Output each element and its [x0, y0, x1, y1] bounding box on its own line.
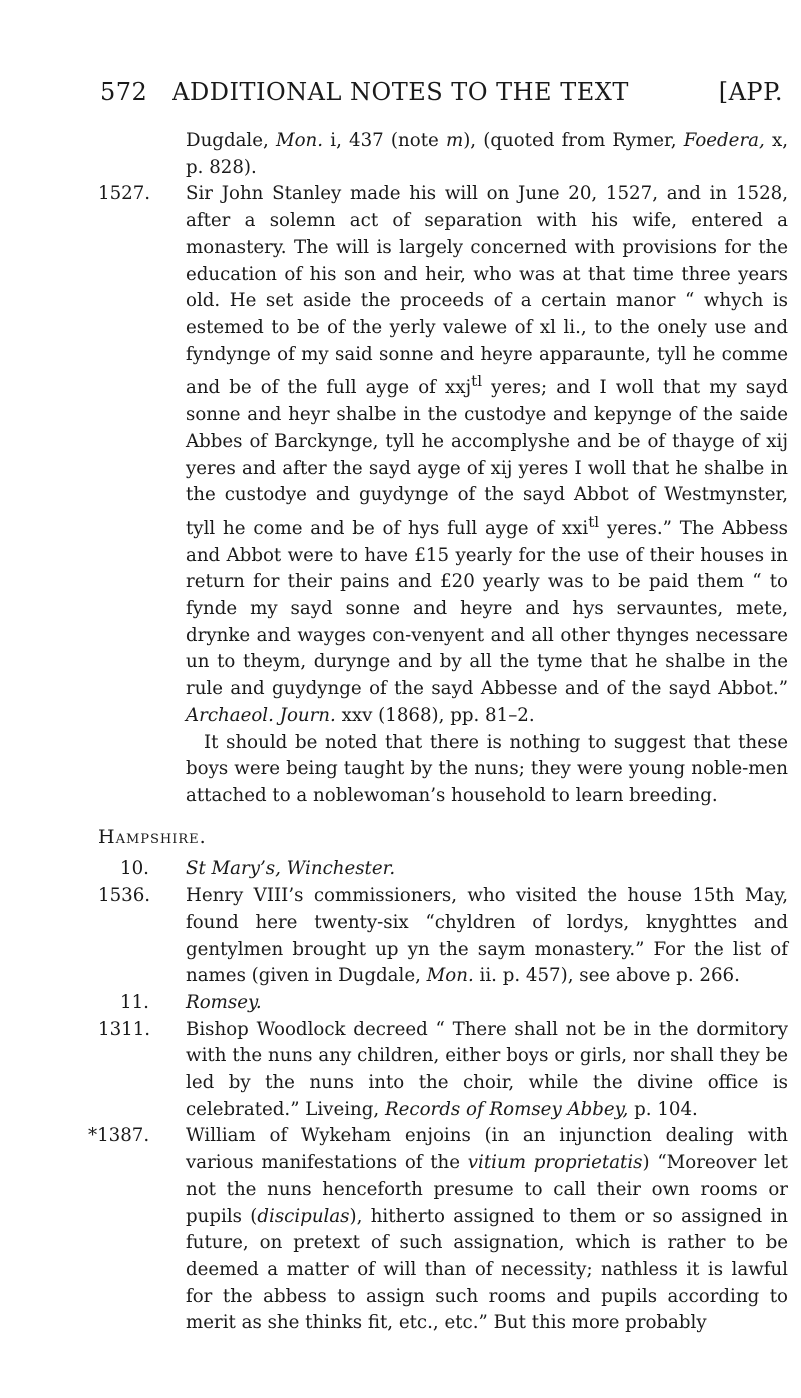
section-heading: Hampshire. [98, 825, 207, 848]
entry-10: 10. St Mary’s, Winchester. [98, 856, 788, 883]
entry-1311: 1311. Bishop Woodlock decreed “ There shall not be in the dormitory with the nuns any children, either boys or girls, nor shall they be led by the nuns into the choir, while the divine office is celebrated.” Liveing, Records of Romsey Abbey, p. 104. [98, 1018, 788, 1120]
entry-1527: 1527. Sir John Stanley made his will on June 20, 1527, and in 1528, after a solemn act of separation with his wife, entered a monastery. The will is largely concerned with provisions for the education of his son and heir, who was at that time three years old. He set aside the proceeds of a certain manor “ whych is estemed to be of the yerly valewe of xl li., to the onely use and fyndynge of my said sonne and heyre apparaunte, tyll he comme and be of the full ayge of xxj$^{tl}$ yeres; and I woll that my sayd sonne and heyr shalbe in the custodye and kepynge of the saide Abbes of Barckynge, tyll he accomplyshe and be of thayge of xij yeres and after the sayd ayge of xij yeres I woll that he shalbe in the custodye and guydynge of the sayd Abbot of Westmynster, tyll he come and be of hys full ayge of xxi$^{tl}$ yeres.” The Abbess and Abbot were to have £15 yearly for the use of their houses in return for their pains and £20 yearly was to be paid them “ to fynde my sayd sonne and heyre and hys servauntes, mete, drynke and wayges con-venyent and all other thynges necessare un to theym, durynge and by all the tyme that he shalbe in the rule and guydynge of the sayd Abbesse and of the sayd Abbot.” Archaeol. Journ. xxv (1868), pp. 81–2. [98, 183, 788, 726]
entry-number: 10. [120, 858, 149, 880]
entry-1527-note: It should be noted that there is nothing to suggest that these boys were being taught by the nuns; they were young noble-men attached to a noblewoman’s household to learn breeding. [186, 731, 788, 806]
entry-continuation: Dugdale, Mon. i, 437 (note m), (quoted from Rymer, Foedera, x, p. 828). [186, 130, 788, 178]
running-title: ADDITIONAL NOTES TO THE TEXT [172, 78, 629, 106]
entry-year: 1527. [98, 183, 151, 205]
entry-number: 11. [120, 991, 149, 1013]
entry-1387: *1387. William of Wykeham enjoins (in an injunction dealing with various manifestations of the vitium proprietatis) “Moreover let not the nuns henceforth presume to call their own rooms or pupils (discipulas), hitherto assigned to them or so assigned in future, on pretext of such assignation, which is rather to be deemed a matter of will than of necessity; nathless it is lawful for the abbess to assign such rooms and pupils according to merit as she thinks fit, etc., etc.” But this more probably [88, 1125, 789, 1334]
running-header [0, 78, 801, 118]
entry-1536: 1536. Henry VIII’s commissioners, who visited the house 15th May, found here twenty-six “chyldren of lordys, knyghttes and gentylmen brought up yn the saym monastery.” For the list of names (given in Dugdale, Mon. ii. p. 457), see above p. 266. [98, 885, 788, 987]
entry-11: 11. Romsey. [98, 990, 788, 1017]
page-number: 572 [100, 78, 148, 106]
section-marker: [APP. [718, 78, 783, 106]
entry-year: 1536. [98, 885, 151, 907]
page-body [88, 128, 789, 1337]
entry-year: *1387. [88, 1125, 150, 1147]
entry-year: 1311. [98, 1018, 151, 1040]
